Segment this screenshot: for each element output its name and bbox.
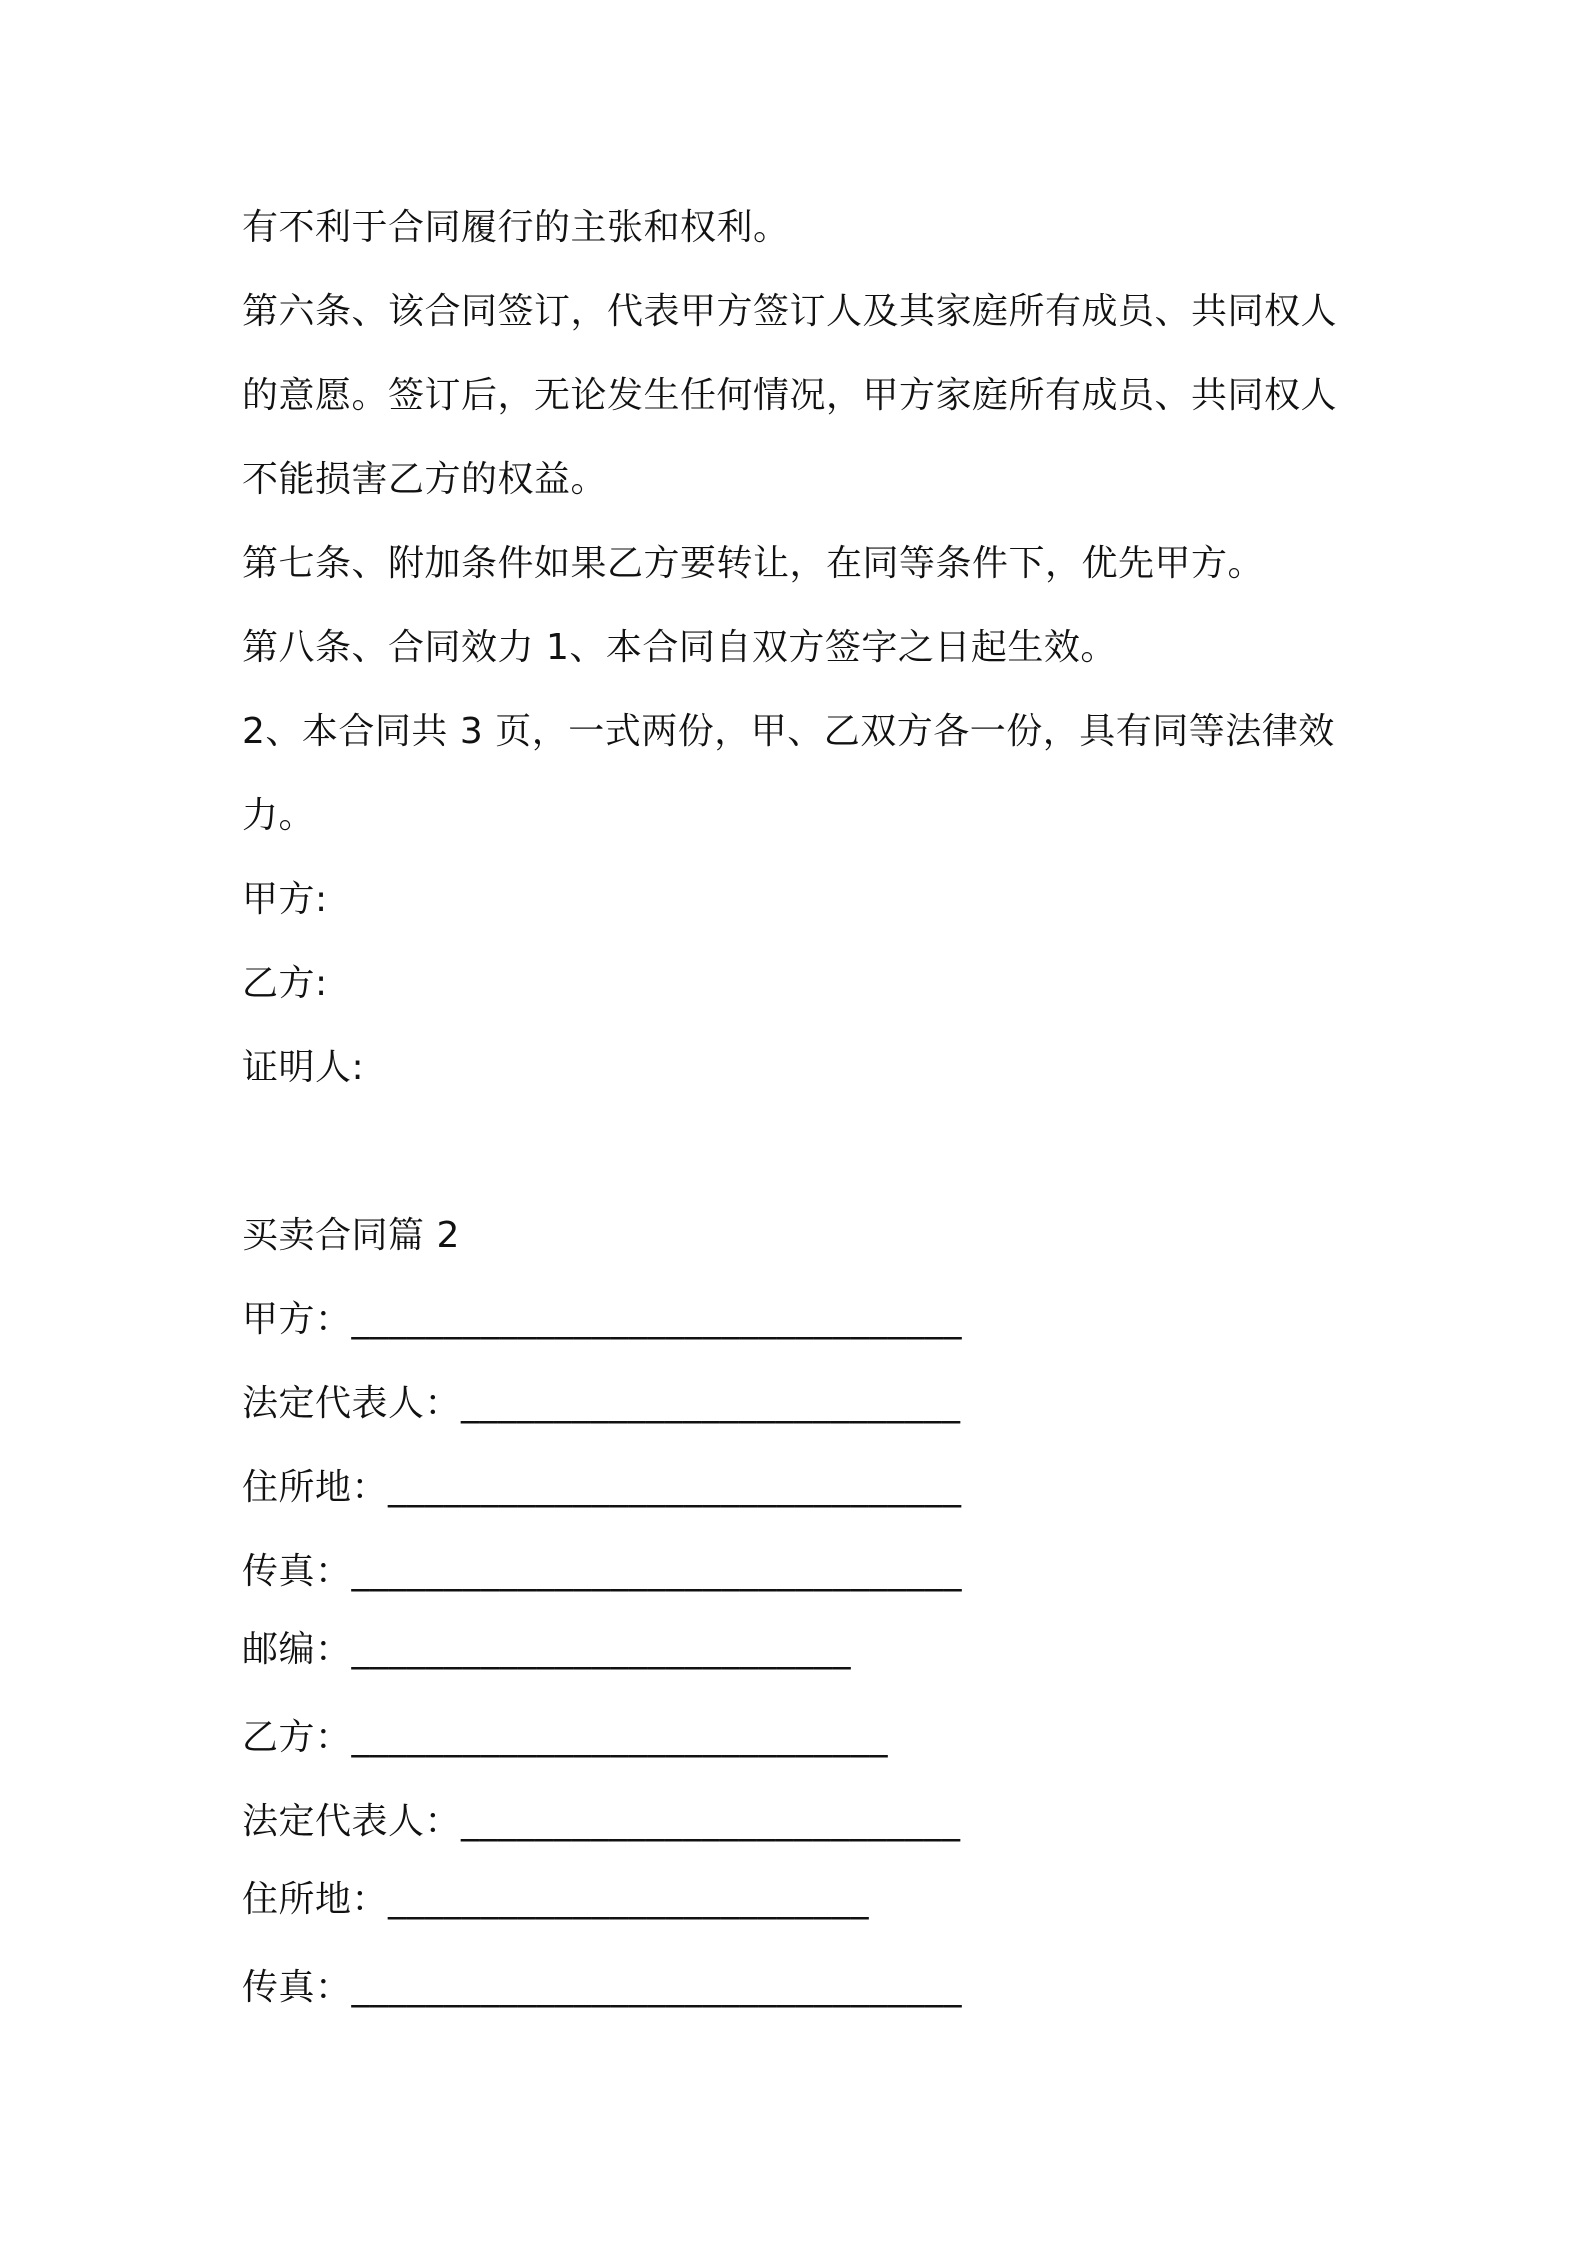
- field-label: 传真：: [242, 1551, 352, 1592]
- field-label: 住所地：: [242, 1467, 389, 1508]
- form-field-fax-a: [242, 1548, 962, 1596]
- body-line-3: 的意愿。签订后，无论发生任何情况，甲方家庭所有成员、共同权人: [242, 375, 1338, 416]
- party-a-signature-label: 甲方:: [242, 879, 328, 920]
- field-label: 乙方：: [242, 1717, 352, 1758]
- field-label: 传真：: [242, 1967, 352, 2008]
- field-blank: _________________________________: [351, 1967, 963, 2008]
- form-field-legal-rep-b: [242, 1798, 961, 1846]
- form-field-party-b: [242, 1714, 888, 1762]
- field-blank: _________________________________: [351, 1299, 963, 1340]
- field-blank: __________________________: [388, 1879, 870, 1920]
- witness-signature-label: 证明人:: [242, 1047, 365, 1088]
- body-line-1: 有不利于合同履行的主张和权利。: [242, 207, 790, 248]
- field-blank: _________________________________: [351, 1551, 963, 1592]
- body-line-5: 第七条、附加条件如果乙方要转让，在同等条件下，优先甲方。: [242, 543, 1265, 584]
- body-line-4: 不能损害乙方的权益。: [242, 459, 608, 500]
- field-label: 法定代表人：: [242, 1801, 462, 1842]
- section-title: 买卖合同篇 2: [242, 1215, 460, 1256]
- form-field-fax-b: [242, 1964, 962, 2012]
- form-field-address-b: [242, 1876, 869, 1924]
- field-blank: _______________________________: [388, 1467, 962, 1508]
- form-field-address-a: [242, 1464, 962, 1512]
- body-line-2: 第六条、该合同签订，代表甲方签订人及其家庭所有成员、共同权人: [242, 291, 1338, 332]
- form-field-legal-rep-a: [242, 1380, 961, 1428]
- form-field-postcode-a: [242, 1626, 851, 1674]
- field-label: 邮编：: [242, 1629, 352, 1670]
- body-line-8: 力。: [242, 795, 316, 836]
- field-blank: _____________________________: [351, 1717, 889, 1758]
- field-blank: ___________________________: [461, 1801, 961, 1842]
- field-blank: ___________________________: [351, 1629, 852, 1670]
- party-b-signature-label: 乙方:: [242, 963, 328, 1004]
- field-blank: ___________________________: [461, 1383, 961, 1424]
- form-field-party-a: [242, 1296, 962, 1344]
- field-label: 住所地：: [242, 1879, 389, 1920]
- body-line-7: 2、本合同共 3 页，一式两份，甲、乙双方各一份，具有同等法律效: [242, 711, 1335, 752]
- body-line-6: 第八条、合同效力 1、本合同自双方签字之日起生效。: [242, 627, 1117, 668]
- field-label: 甲方：: [242, 1299, 352, 1340]
- field-label: 法定代表人：: [242, 1383, 462, 1424]
